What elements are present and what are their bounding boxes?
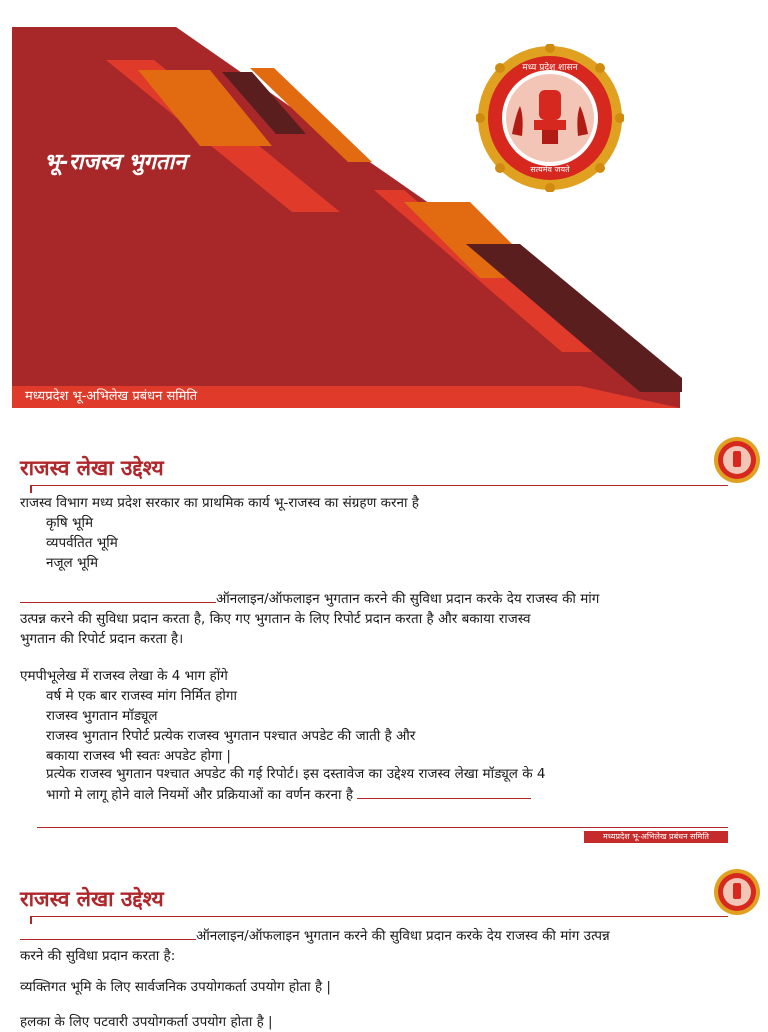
fill-blank-line <box>20 925 196 940</box>
land-type-list <box>20 513 118 573</box>
section1-paragraph <box>20 588 760 649</box>
small-emblem-icon <box>713 868 761 916</box>
parts-item: राजस्व भुगतान मॉड्यूल <box>46 708 158 724</box>
emblem-text-bottom: सत्यमेव जयते <box>530 165 570 174</box>
section1-footer-badge: मध्यप्रदेश भू-अभिलेख प्रबंधन समिति <box>584 831 728 843</box>
para-line: उत्पन्न करने की सुविधा प्रदान करता है, किए गए भुगतान के लिए रिपोर्ट प्रदान करता है और बकाया राजस्व <box>20 611 531 627</box>
land-type-item: कृषि भूमि <box>46 515 94 531</box>
cover-title: भू-राजस्व भुगतान <box>44 150 187 175</box>
para-line: ऑनलाइन/ऑफलाइन भुगतान करने की सुविधा प्रदान करके देय राजस्व की मांग <box>216 591 600 607</box>
closing-line: भागो मे लागू होने वाले नियमों और प्रक्रियाओं का वर्णन करना है <box>46 787 353 803</box>
fill-blank-line <box>20 588 216 603</box>
para-line: भुगतान की रिपोर्ट प्रदान करता है। <box>20 631 184 647</box>
line-personal-land: व्यक्तिगत भूमि के लिए सार्वजनिक उपयोगकर्ता उपयोग होता है | <box>20 979 331 995</box>
land-type-item: व्यपर्वतित भूमि <box>46 535 118 551</box>
parts-item: वर्ष मे एक बार राजस्व मांग निर्मित होगा <box>46 688 237 704</box>
cover-footer-org: मध्यप्रदेश भू-अभिलेख प्रबंधन समिति <box>25 389 198 404</box>
section2-paragraph <box>20 925 760 966</box>
cover-banner <box>0 0 768 415</box>
para-line: ऑनलाइन/ऑफलाइन भुगतान करने की सुविधा प्रदान करके देय राजस्व की मांग उत्पन्न <box>196 928 610 944</box>
parts-item: बकाया राजस्व भी स्वतः अपडेट होगा | <box>46 748 231 764</box>
line-patwari: हलका के लिए पटवारी उपयोगकर्ता उपयोग होता है | <box>20 1014 273 1030</box>
emblem-text-top: मध्य प्रदेश शासन <box>522 63 578 73</box>
section2-title: राजस्व लेखा उद्देश्य <box>20 887 164 911</box>
parts-item: राजस्व भुगतान रिपोर्ट प्रत्येक राजस्व भुगतान पश्चात अपडेट की जाती है और <box>46 728 416 744</box>
closing-line: प्रत्येक राजस्व भुगतान पश्चात अपडेट की गई रिपोर्ट। इस दस्तावेज का उद्देश्य राजस्व लेखा मॉड्यूल के 4 <box>46 766 546 782</box>
section1-header-rule <box>30 485 728 486</box>
closing-paragraph <box>20 764 760 805</box>
fill-blank-line <box>357 784 531 799</box>
section1-header-rule-tick <box>30 485 32 493</box>
small-emblem-icon <box>713 436 761 484</box>
section1-title: राजस्व लेखा उद्देश्य <box>20 456 164 480</box>
mp-emblem-logo <box>476 44 624 192</box>
section1-intro: राजस्व विभाग मध्य प्रदेश सरकार का प्राथमिक कार्य भू-राजस्व का संग्रहण करना है <box>20 495 419 511</box>
parts-list <box>20 686 415 766</box>
para-line: करने की सुविधा प्रदान करता है: <box>20 948 176 964</box>
section2-header-rule <box>30 916 728 917</box>
parts-intro: एमपीभूलेख में राजस्व लेखा के 4 भाग होंगे <box>20 668 228 684</box>
section1-footer-rule <box>37 827 728 828</box>
section2-header-rule-tick <box>30 916 32 924</box>
land-type-item: नजूल भूमि <box>46 555 99 571</box>
